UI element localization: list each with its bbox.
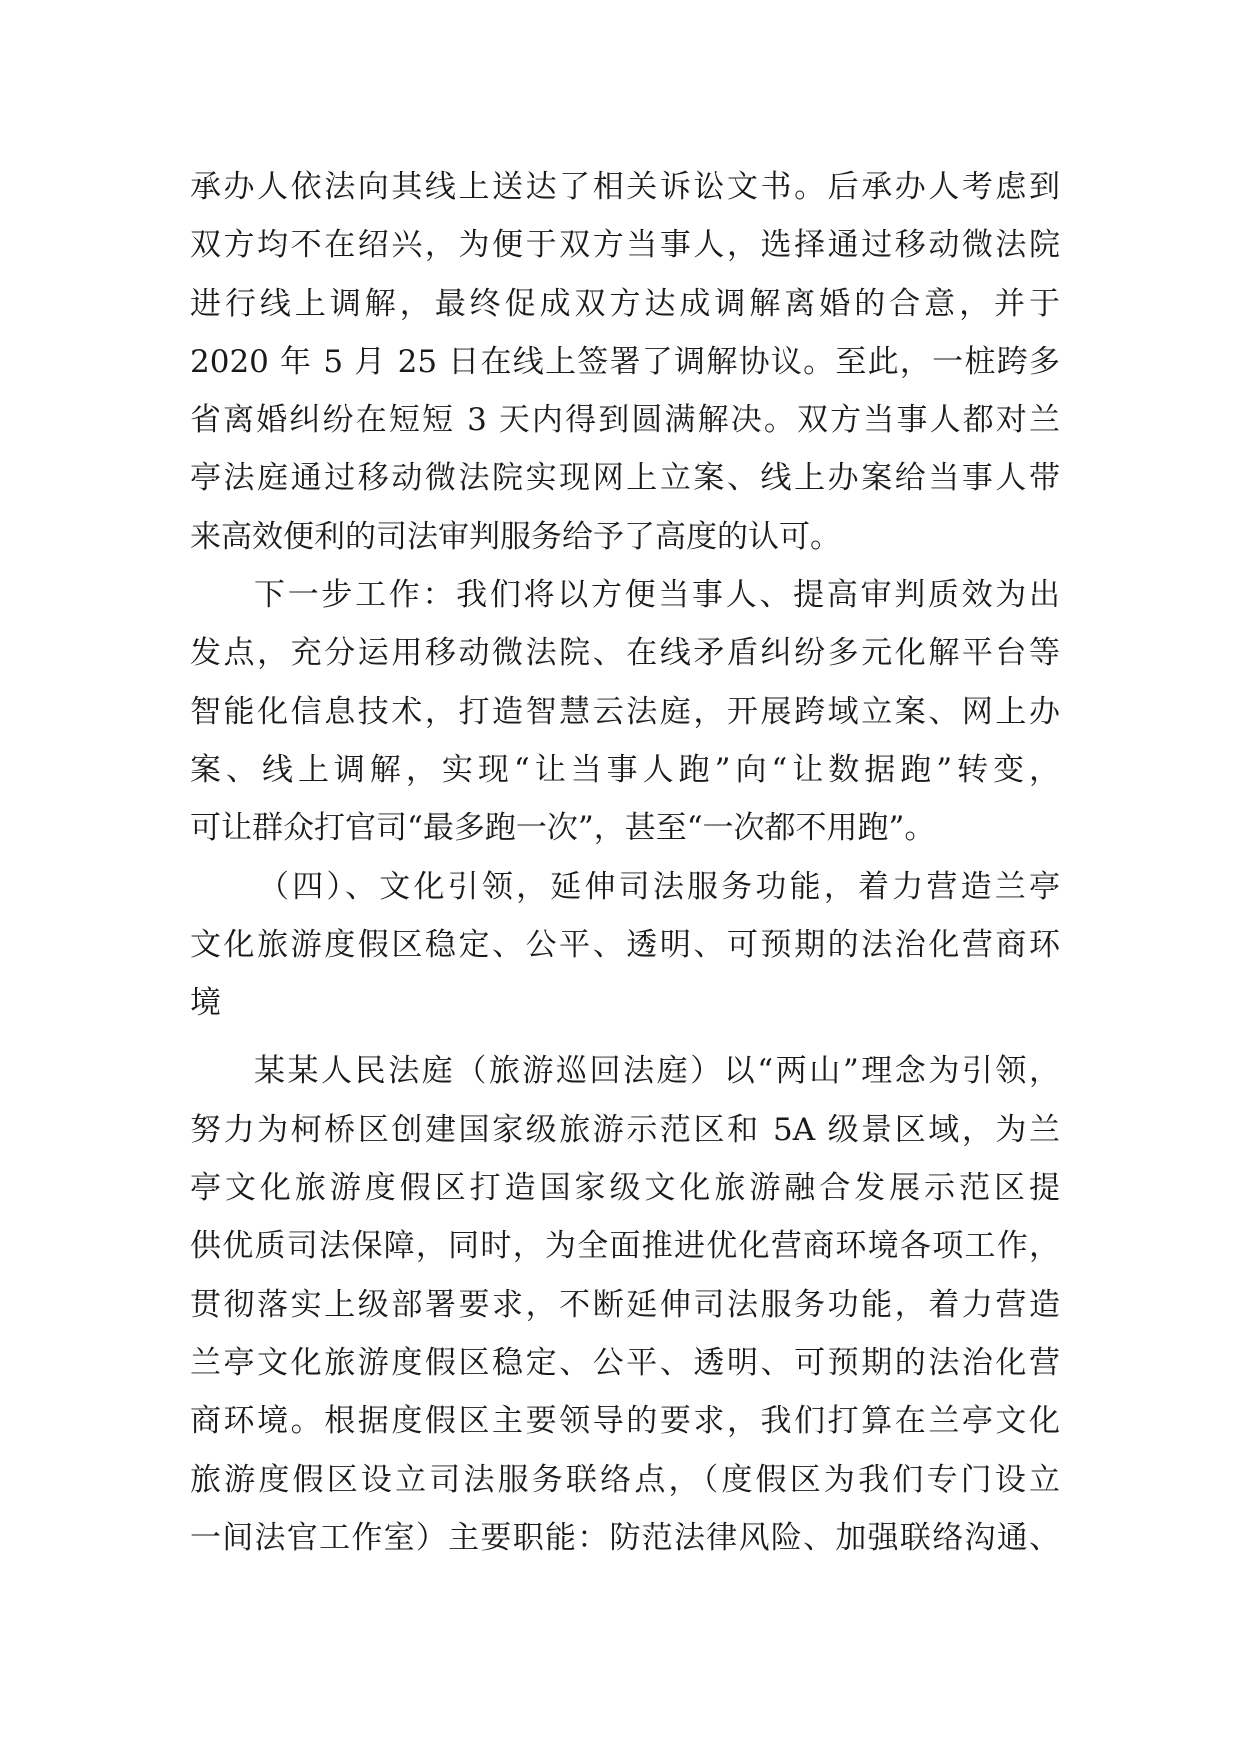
text-line: 贯彻落实上级部署要求，不断延伸司法服务功能，着力营造 bbox=[190, 1286, 1060, 1323]
body-text bbox=[190, 158, 1060, 1567]
heading-line: （四）、文化引领，延伸司法服务功能，着力营造兰亭 bbox=[258, 868, 1060, 905]
text-line: 商环境。根据度假区主要领导的要求，我们打算在兰亭文化 bbox=[190, 1403, 1060, 1440]
text-line: 亭法庭通过移动微法院实现网上立案、线上办案给当事人带 bbox=[190, 460, 1060, 497]
text-line: 省离婚纠纷在短短 3 天内得到圆满解决。双方当事人都对兰 bbox=[190, 402, 1060, 439]
text-line: 案、线上调解，实现“让当事人跑”向“让数据跑”转变， bbox=[190, 751, 1060, 788]
paragraph-case-resolution bbox=[190, 158, 1060, 566]
section-heading bbox=[190, 858, 1060, 1033]
text-line: 智能化信息技术，打造智慧云法庭，开展跨域立案、网上办 bbox=[190, 693, 1060, 730]
heading-line: 文化旅游度假区稳定、公平、透明、可预期的法治化营商环 bbox=[190, 926, 1060, 963]
paragraph-next-steps bbox=[190, 566, 1060, 857]
text-line: 旅游度假区设立司法服务联络点，（度假区为我们专门设立 bbox=[190, 1461, 1060, 1498]
text-line: 亭文化旅游度假区打造国家级文化旅游融合发展示范区提 bbox=[190, 1170, 1060, 1207]
text-line: 进行线上调解，最终促成双方达成调解离婚的合意，并于 bbox=[190, 285, 1060, 322]
text-line: 双方均不在绍兴，为便于双方当事人，选择通过移动微法院 bbox=[190, 227, 1060, 264]
text-line: 可让群众打官司“最多跑一次”，甚至“一次都不用跑”。 bbox=[190, 810, 936, 847]
text-line: 发点，充分运用移动微法院、在线矛盾纠纷多元化解平台等 bbox=[190, 635, 1060, 672]
text-line: 努力为柯桥区创建国家级旅游示范区和 5A 级景区域，为兰 bbox=[190, 1111, 1060, 1148]
text-line: 下一步工作：我们将以方便当事人、提高审判质效为出 bbox=[254, 577, 1060, 614]
text-line: 某某人民法庭（旅游巡回法庭）以“两山”理念为引领， bbox=[254, 1053, 1060, 1090]
text-line: 供优质司法保障，同时，为全面推进优化营商环境各项工作， bbox=[190, 1228, 1060, 1265]
text-line: 一间法官工作室）主要职能：防范法律风险、加强联络沟通、 bbox=[190, 1519, 1060, 1556]
text-line: 兰亭文化旅游度假区稳定、公平、透明、可预期的法治化营 bbox=[190, 1344, 1060, 1381]
text-line: 2020 年 5 月 25 日在线上签署了调解协议。至此，一桩跨多 bbox=[190, 343, 1060, 380]
paragraph-spacer bbox=[190, 1032, 1060, 1042]
heading-line: 境 bbox=[190, 985, 221, 1022]
text-line: 来高效便利的司法审判服务给予了高度的认可。 bbox=[190, 518, 841, 555]
text-line: 承办人依法向其线上送达了相关诉讼文书。后承办人考虑到 bbox=[190, 169, 1060, 205]
paragraph-tourism-court bbox=[190, 1042, 1060, 1567]
